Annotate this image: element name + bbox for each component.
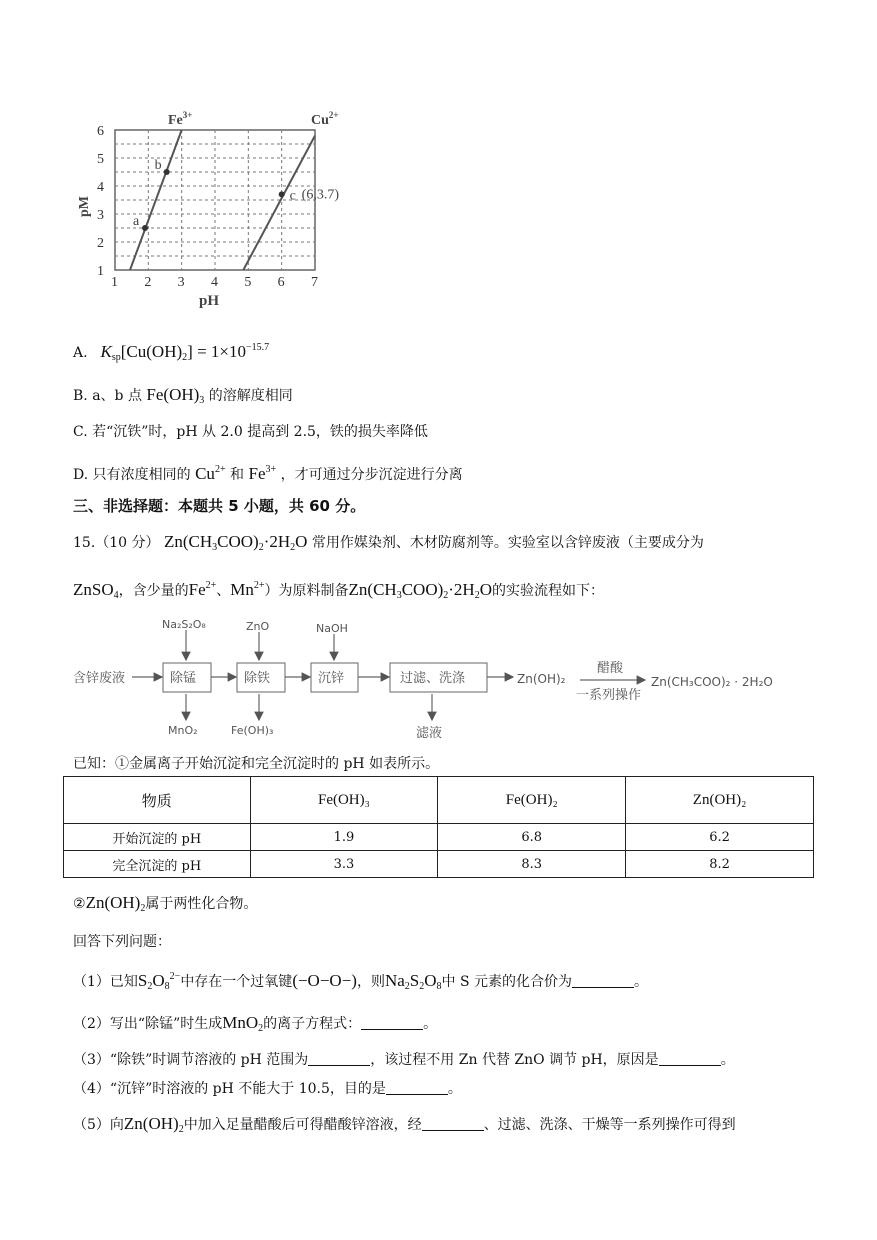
answer-blank[interactable] xyxy=(659,1051,721,1066)
flow-step-demanganese: 除锰 xyxy=(170,671,197,686)
question-1: （1）已知$S_2O_8^{2-}$中存在一个过氧键(−O−O−)，则$Na_2S_2O_8$中 S 元素的化合价为 。 xyxy=(73,971,649,992)
table-cell: 开始沉淀的 pH xyxy=(64,824,251,851)
y-tick-label: 3 xyxy=(97,208,104,223)
data-point-b xyxy=(164,169,170,175)
cu2-series-line xyxy=(243,136,315,270)
x-tick-label: 4 xyxy=(211,275,218,290)
chart-ticks xyxy=(97,124,318,290)
x-tick-label: 3 xyxy=(177,275,185,290)
cu2-series-label: $Cu^{2+}$ xyxy=(311,110,339,128)
fe3-series-line xyxy=(130,130,182,270)
table-header-cell: Fe(OH)₃ xyxy=(250,777,438,824)
y-tick-label: 6 xyxy=(97,124,104,139)
question-4: （4）“沉锌”时溶液的 pH 不能大于 10.5，目的是 。 xyxy=(73,1081,462,1097)
fe3-series-label: $Fe^{3+}$ xyxy=(168,110,193,128)
table-cell: 6.8 xyxy=(438,824,626,851)
chart-points xyxy=(133,158,339,231)
table-header-cell: Fe(OH)₂ xyxy=(438,777,626,824)
option-b: B. a、b 点 $Fe(OH)_3$ 的溶解度相同 xyxy=(73,385,293,406)
flow-step-zinc-precip: 沉锌 xyxy=(318,671,345,686)
ksp-expression: $K_{sp}[Cu(OH)_2] = 1\times 10^{-15.7}$ xyxy=(100,342,270,363)
answer-intro: 回答下列问题： xyxy=(73,934,171,950)
process-flow-diagram xyxy=(70,610,800,750)
x-tick-label: 7 xyxy=(311,275,318,290)
answer-blank[interactable] xyxy=(308,1051,370,1066)
y-tick-label: 5 xyxy=(97,152,104,167)
flow-step-filter-wash: 过滤、洗涤 xyxy=(400,671,466,686)
flow-step-deiron: 除铁 xyxy=(244,671,271,686)
y-tick-label: 1 xyxy=(97,264,104,279)
table-cell: 8.2 xyxy=(626,851,814,878)
reagent-naoh: NaOH xyxy=(316,622,348,635)
question-2: （2）写出“除锰”时生成MnO$_2$的离子方程式： 。 xyxy=(73,1013,438,1034)
table-cell: 3.3 xyxy=(250,851,438,878)
x-tick-label: 6 xyxy=(277,275,285,290)
known-note: 已知：①金属离子开始沉淀和完全沉淀时的 pH 如表所示。 xyxy=(73,756,440,772)
table-cell: 1.9 xyxy=(250,824,438,851)
reagent-zno: ZnO xyxy=(246,620,270,633)
reagent-na2s2o8: Na₂S₂O₈ xyxy=(162,618,206,631)
q15-line2: ZnSO$_4$，含少量的$Fe^{2+}$、$Mn^{2+}$）为原料制备$Zn(CH_3COO)_2\cdot 2H_2O$的实验流程如下： xyxy=(73,580,604,601)
table-cell: 6.2 xyxy=(626,824,814,851)
point-label-c: c xyxy=(289,188,296,204)
section-heading: 三、非选择题：本题共 5 小题，共 60 分。 xyxy=(73,497,366,515)
arrow-label-operations: 一系列操作 xyxy=(576,688,642,703)
question-5: （5）向$Zn(OH)_2$中加入足量醋酸后可得醋酸锌溶液，经 、过滤、洗涤、干燥等一系列操作可得到 xyxy=(73,1114,736,1135)
point-label-b: b xyxy=(154,158,162,173)
y-axis-label: pM xyxy=(77,196,92,217)
arrow-label-acetic-acid: 醋酸 xyxy=(597,661,624,676)
option-a: A. $K_{sp}[Cu(OH)_2] = 1\times 10^{-15.7}$ xyxy=(73,342,270,363)
chart-grid xyxy=(115,130,315,270)
table-row xyxy=(64,824,814,851)
table-cell: 完全沉淀的 pH xyxy=(64,851,251,878)
answer-blank[interactable] xyxy=(572,973,634,988)
x-tick-label: 5 xyxy=(244,275,252,290)
y-tick-label: 2 xyxy=(97,236,104,251)
answer-blank[interactable] xyxy=(386,1080,448,1095)
q15-line1: 15.（10 分） $Zn(CH_3COO)_2\cdot 2H_2O$ 常用作媒染剂、木材防腐剂等。实验室以含锌废液（主要成分为 xyxy=(73,532,704,553)
point-label-a: a xyxy=(133,214,140,229)
flow-start: 含锌废液 xyxy=(73,671,126,686)
table-row xyxy=(64,851,814,878)
option-c: C. 若“沉铁”时，pH 从 2.0 提高到 2.5，铁的损失率降低 xyxy=(73,424,428,440)
precipitation-ph-table xyxy=(63,776,814,878)
table-header-row xyxy=(64,777,814,824)
point-annotation-c: (6,3.7) xyxy=(301,187,339,203)
final-product: Zn(CH₃COO)₂ · 2H₂O xyxy=(651,675,773,689)
answer-blank[interactable] xyxy=(422,1116,484,1131)
data-point-a xyxy=(142,225,148,231)
question-3: （3）“除铁”时调节溶液的 pH 范围为 ，该过程不用 Zn 代替 ZnO 调节 pH，原因是 。 xyxy=(73,1052,735,1068)
x-tick-label: 2 xyxy=(144,275,152,290)
note-2: $②Zn(OH)_2$属于两性化合物。 xyxy=(73,893,258,914)
answer-blank[interactable] xyxy=(361,1015,423,1030)
table-cell: 8.3 xyxy=(438,851,626,878)
y-tick-label: 4 xyxy=(97,180,104,195)
x-tick-label: 1 xyxy=(111,275,118,290)
byproduct-filtrate: 滤液 xyxy=(416,726,443,741)
x-axis-label: pH xyxy=(199,293,220,309)
data-point-c xyxy=(279,191,285,197)
product-znoh2: Zn(OH)₂ xyxy=(517,672,566,686)
pm-ph-chart xyxy=(70,105,370,310)
option-d: D. 只有浓度相同的 $Cu^{2+}$ 和 $Fe^{3+}$ ，才可通过分步沉淀进行分离 xyxy=(73,464,463,483)
table-header-cell: 物质 xyxy=(64,777,251,824)
byproduct-mno2: MnO₂ xyxy=(168,724,198,737)
table-header-cell: Zn(OH)₂ xyxy=(626,777,814,824)
byproduct-feoh3: Fe(OH)₃ xyxy=(231,724,274,737)
